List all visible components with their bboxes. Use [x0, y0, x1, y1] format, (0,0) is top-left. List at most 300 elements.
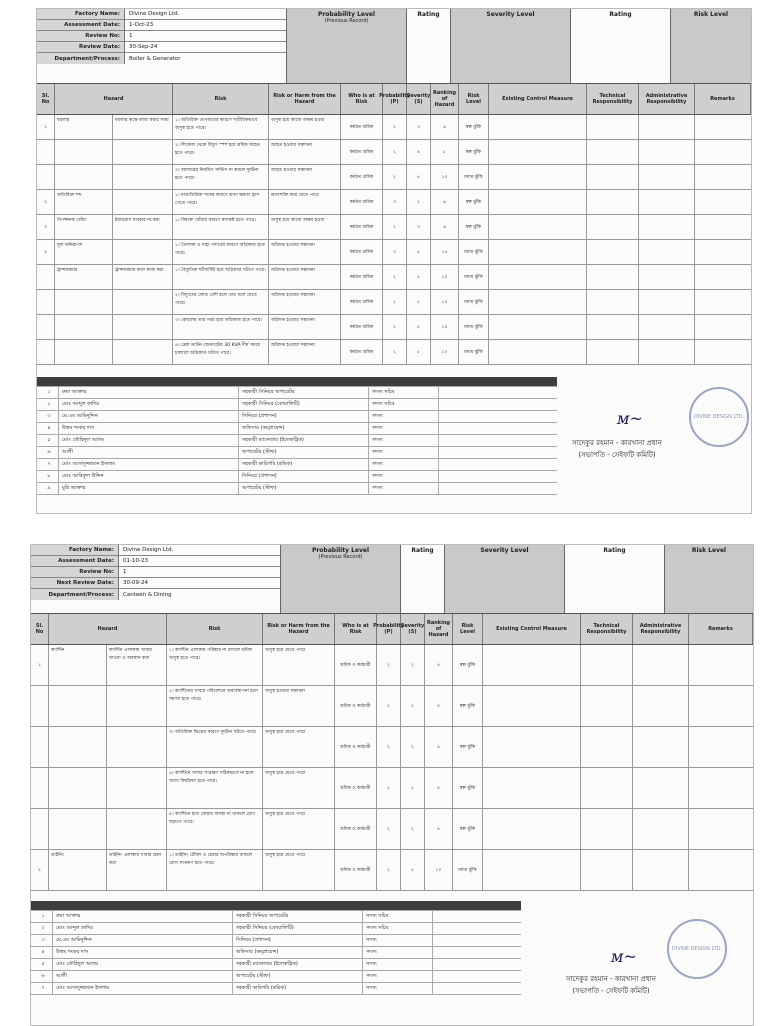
cell-nature — [107, 727, 167, 767]
cell-who: শ্রমিক ও কর্মচারী — [335, 645, 377, 685]
cell-remarks — [695, 115, 751, 139]
cell-technical-responsibility — [587, 215, 639, 239]
probability-level-block — [287, 9, 407, 83]
cell-harm: আহত হওয়ার সম্ভাবনা — [269, 140, 341, 164]
column-header: Severity (S) — [407, 84, 431, 114]
assessment-date-value: 01-10-23 — [123, 558, 148, 564]
cell-rank: ১৫ — [431, 240, 459, 264]
cell-p: ২ — [377, 727, 401, 767]
member-name: আলী — [53, 971, 233, 982]
review-no-value: 1 — [129, 33, 133, 39]
member-role: সদস্য — [369, 423, 439, 434]
member-signature — [433, 935, 503, 946]
cell-nature: বয়লার কক্ষে কাজ করার সময় — [113, 115, 173, 139]
cell-nature — [113, 190, 173, 214]
cell-harm: অসুস্থ হয়ে যেতে পারে — [263, 768, 335, 808]
member-signature — [439, 447, 509, 458]
column-header: Who is at Risk — [335, 614, 377, 644]
cell-nature — [113, 315, 173, 339]
cell-admin-responsibility — [639, 315, 695, 339]
member-designation: সহকারী কারিগরি (শ্রমিক) — [239, 459, 369, 470]
member-designation: সহকারী সিনিয়র অপারেটর — [239, 387, 369, 398]
committee-row — [37, 435, 557, 447]
column-header: Risk or Harm from the Hazard — [263, 614, 335, 644]
cell-sl: ১ — [37, 115, 55, 139]
cell-risk: ১। অতিরিক্ত তাপমাত্রার কারণে শারীরিকভাবে অসুস্থ হতে পারে। — [173, 115, 269, 139]
member-name: মোঃ আব্দুল কাদির — [53, 923, 233, 934]
cell-rank: ১০ — [431, 165, 459, 189]
cell-risk: ৩। বয়লারের নিয়মিত সার্ভিস না করলে দুর্ঘটনা হতে পারে। — [173, 165, 269, 189]
member-designation: অফিসার (কম্প্লায়েন্স) — [233, 947, 363, 958]
committee-row — [31, 911, 521, 923]
rating-block-2 — [565, 545, 665, 613]
member-name: মুন্নি আক্তার — [59, 483, 239, 494]
table-row — [37, 140, 751, 165]
table-header — [31, 614, 753, 645]
risk-assessment-sheet-1 — [36, 8, 752, 514]
cell-risk: ২। বিদ্যুতের লোড বেশি হলে তার গলে যেতে পারে। — [173, 290, 269, 314]
cell-sl: ৩ — [37, 215, 55, 239]
cell-control-measure — [483, 727, 581, 767]
member-signature — [439, 387, 509, 398]
committee-row — [37, 447, 557, 459]
header-info — [31, 545, 281, 613]
member-designation: সহকারী সিনিয়র অপারেটর — [233, 911, 363, 922]
chairman-block — [557, 437, 677, 461]
cell-harm: অগ্নিদগ্ধ হওয়ার সম্ভাবনা — [269, 340, 341, 364]
cell-s: ৩ — [407, 215, 431, 239]
cell-rank: ১০ — [425, 850, 453, 890]
cell-technical-responsibility — [587, 190, 639, 214]
member-role: সদস্য — [369, 483, 439, 494]
cell-remarks — [695, 215, 751, 239]
cell-control-measure — [483, 686, 581, 726]
cell-p: ২ — [383, 165, 407, 189]
table-row — [37, 265, 751, 290]
severity-level-block — [451, 9, 571, 83]
member-number: ৭ — [31, 983, 53, 994]
committee-header — [31, 901, 521, 911]
cell-risk: ৪। ব্রেক ডাউন জেনারেটর 30 KVA দীর্ঘ সময়ে চালালে অগ্নিকাণ্ড ঘটতে পারে। — [173, 340, 269, 364]
cell-rank: ৪ — [425, 768, 453, 808]
table-row — [37, 315, 751, 340]
department-label: Department/Process: — [37, 53, 125, 64]
member-role: সদস্য সচিব — [363, 923, 433, 934]
column-header: Ranking of Hazard — [431, 84, 459, 114]
cell-risk: ১। ডাইনিং টেবিল ও চেয়ার অপরিষ্কার থাকলে রোগ সংক্রমণ হতে পারে। — [167, 850, 263, 890]
cell-sl — [37, 165, 55, 189]
cell-remarks — [689, 850, 753, 890]
chairman-signature: ᴍ~ — [617, 409, 643, 428]
cell-who: কর্মরত শ্রমিক — [341, 140, 383, 164]
member-number: ৩ — [37, 411, 59, 422]
committee-header — [37, 377, 557, 387]
cell-risk: ২। ক্যান্টিনের খাবার পরিবেশনে অব্যবস্থাপনা হলে সমস্যা হতে পারে। — [167, 686, 263, 726]
rating-title-2: Rating — [609, 11, 632, 18]
cell-harm: অসুস্থ হয়ে যেতে পারে — [263, 850, 335, 890]
cell-technical-responsibility — [581, 645, 633, 685]
cell-technical-responsibility — [587, 165, 639, 189]
member-number: ৫ — [31, 959, 53, 970]
cell-admin-responsibility — [639, 190, 695, 214]
risk-level-block — [671, 9, 751, 83]
review-date-value: 30-Sep-24 — [129, 44, 158, 50]
cell-remarks — [695, 240, 751, 264]
member-name: মে.এম আমিনুদ্দিন — [53, 935, 233, 946]
table-row — [31, 645, 753, 686]
cell-rank: ১০ — [431, 290, 459, 314]
cell-nature: ট্রান্সফরমার রুমে কাজ করা — [113, 265, 173, 289]
cell-s: ২ — [401, 809, 425, 849]
committee-row — [37, 387, 557, 399]
table-header — [37, 84, 751, 115]
column-header: Administrative Responsibility — [633, 614, 689, 644]
cell-level: মধ্যম ঝুঁকি — [459, 315, 489, 339]
member-role: সদস্য — [363, 959, 433, 970]
review-no-label: Review No: — [37, 31, 125, 41]
table-row — [37, 290, 751, 315]
cell-nature — [107, 809, 167, 849]
committee-row — [31, 947, 521, 959]
cell-p: ২ — [383, 215, 407, 239]
cell-technical-responsibility — [587, 315, 639, 339]
cell-s: ৫ — [407, 290, 431, 314]
cell-s: ৪ — [407, 140, 431, 164]
cell-admin-responsibility — [639, 140, 695, 164]
cell-control-measure — [483, 645, 581, 685]
committee-row — [37, 423, 557, 435]
cell-s: ৫ — [407, 265, 431, 289]
cell-level: মধ্যম ঝুঁকি — [459, 340, 489, 364]
rating-block-1 — [401, 545, 445, 613]
cell-remarks — [689, 727, 753, 767]
cell-sl — [37, 315, 55, 339]
cell-level: স্বল্প ঝুঁকি — [459, 140, 489, 164]
member-designation: অফিসার (কম্প্লায়েন্স) — [239, 423, 369, 434]
cell-p: ২ — [383, 265, 407, 289]
member-signature — [433, 911, 503, 922]
cell-nature — [113, 290, 173, 314]
cell-control-measure — [483, 809, 581, 849]
committee-row — [37, 483, 557, 495]
cell-level: স্বল্প ঝুঁকি — [453, 809, 483, 849]
cell-harm: অসুস্থ হয়ে যেতে পারে — [263, 809, 335, 849]
member-number: ৩ — [31, 935, 53, 946]
cell-admin-responsibility — [639, 165, 695, 189]
chairman-name: সাদেকুর রহমান - কারখানা প্রধান — [566, 975, 656, 983]
table-row — [37, 190, 751, 215]
rating-title-2: Rating — [603, 547, 626, 554]
member-designation: সহকারী সিনিয়র (কোয়ালিটি) — [239, 399, 369, 410]
cell-harm: অগ্নিদগ্ধ হওয়ার সম্ভাবনা — [269, 265, 341, 289]
cell-area — [49, 768, 107, 808]
cell-risk: ৫। ক্যান্টিনে হাত ধোয়ার ব্যবস্থা না থাকলে রোগ ছড়াতে পারে। — [167, 809, 263, 849]
cell-p: ২ — [383, 315, 407, 339]
cell-who: কর্মরত শ্রমিক — [341, 340, 383, 364]
member-name: মোঃ আসাদুজ্জামান ইসলাম — [59, 459, 239, 470]
cell-risk: ২। লিকেজ থেকে বিদ্যুৎ স্পর্শ হয়ে শ্রমিক আহত হতে পারে। — [173, 140, 269, 164]
table-row — [31, 727, 753, 768]
cell-control-measure — [489, 190, 587, 214]
cell-s: ৫ — [407, 165, 431, 189]
cell-admin-responsibility — [633, 809, 689, 849]
cell-nature — [113, 140, 173, 164]
member-designation: সিনিয়র (প্রশাসন) — [239, 471, 369, 482]
cell-rank: ৪ — [425, 645, 453, 685]
column-header: Hazard — [49, 614, 167, 644]
cell-level: মধ্যম ঝুঁকি — [459, 265, 489, 289]
cell-area — [55, 315, 113, 339]
cell-area — [55, 340, 113, 364]
column-header: Technical Responsibility — [581, 614, 633, 644]
cell-admin-responsibility — [633, 686, 689, 726]
cell-who: কর্মরত শ্রমিক — [341, 240, 383, 264]
cell-level: মধ্যম ঝুঁকি — [459, 240, 489, 264]
cell-rank: ৬ — [431, 190, 459, 214]
table-row — [31, 686, 753, 727]
member-signature — [439, 471, 509, 482]
cell-nature — [113, 340, 173, 364]
factory-name-label: Factory Name: — [37, 9, 125, 19]
cell-nature: ইয়ারপ্লাগ ব্যবহার না করা — [113, 215, 173, 239]
member-signature — [439, 411, 509, 422]
cell-p: ২ — [377, 850, 401, 890]
risk-level-block — [665, 545, 753, 613]
company-stamp: DIVINE DESIGN LTD. — [689, 387, 749, 447]
previous-record-label: (Previous Record) — [324, 18, 369, 24]
column-header: Existing Control Measure — [489, 84, 587, 114]
sheet-header — [31, 545, 753, 614]
cell-risk: ১। ক্যান্টিন এলাকায় পরিষ্কার না রাখলে শ্রমিক অসুস্থ হতে পারে। — [167, 645, 263, 685]
severity-level-block — [445, 545, 565, 613]
column-header: Who is at Risk — [341, 84, 383, 114]
member-role: সদস্য — [363, 935, 433, 946]
member-role: সদস্য — [363, 947, 433, 958]
cell-control-measure — [489, 290, 587, 314]
member-number: ৪ — [31, 947, 53, 958]
cell-technical-responsibility — [581, 850, 633, 890]
cell-p: ২ — [377, 768, 401, 808]
cell-area: ক্যান্টিন — [49, 645, 107, 685]
cell-s: ২ — [401, 768, 425, 808]
cell-technical-responsibility — [581, 809, 633, 849]
member-designation: সহকারী সিনিয়র (কোয়ালিটি) — [233, 923, 363, 934]
column-header: Hazard — [55, 84, 173, 114]
cell-area: ডাইনিং — [49, 850, 107, 890]
table-row — [37, 340, 751, 365]
committee-row — [37, 399, 557, 411]
cell-rank: ১০ — [431, 315, 459, 339]
cell-technical-responsibility — [587, 265, 639, 289]
cell-level: মধ্যম ঝুঁকি — [459, 290, 489, 314]
cell-sl — [31, 686, 49, 726]
cell-who: শ্রমিক ও কর্মচারী — [335, 727, 377, 767]
rating-title: Rating — [411, 547, 434, 554]
cell-rank: ৪ — [425, 727, 453, 767]
member-role: সদস্য — [369, 471, 439, 482]
cell-admin-responsibility — [639, 290, 695, 314]
cell-technical-responsibility — [587, 140, 639, 164]
cell-admin-responsibility — [639, 265, 695, 289]
cell-p: ৩ — [383, 240, 407, 264]
cell-remarks — [695, 315, 751, 339]
cell-p: ২ — [377, 645, 401, 685]
assessment-date-label: Assessment Date: — [31, 556, 119, 566]
member-role: সদস্য — [363, 983, 433, 994]
committee-list — [37, 377, 557, 495]
cell-p: ২ — [377, 809, 401, 849]
member-name: মে.এম আমিনুদ্দিন — [59, 411, 239, 422]
chairman-role: (সভাপতি - সেইফটি কমিটি) — [578, 451, 656, 459]
cell-harm: অসুস্থ হয়ে যেতে পারে — [263, 727, 335, 767]
cell-sl — [37, 140, 55, 164]
cell-s: ৩ — [407, 115, 431, 139]
committee-row — [31, 935, 521, 947]
chairman-block — [551, 973, 671, 997]
committee-row — [31, 923, 521, 935]
cell-harm: অসুস্থ হয়ে কাজে অক্ষম হওয়া — [269, 215, 341, 239]
table-body — [31, 645, 753, 891]
cell-nature — [113, 240, 173, 264]
cell-control-measure — [489, 165, 587, 189]
cell-who: শ্রমিক ও কর্মচারী — [335, 850, 377, 890]
cell-level: স্বল্প ঝুঁকি — [459, 115, 489, 139]
cell-admin-responsibility — [639, 340, 695, 364]
cell-p: ২ — [383, 340, 407, 364]
cell-area: ট্রান্সফরমার — [55, 265, 113, 289]
cell-level: স্বল্প ঝুঁকি — [453, 768, 483, 808]
table-row — [37, 165, 751, 190]
cell-remarks — [689, 686, 753, 726]
member-name: উত্তম শংকর দাস — [53, 947, 233, 958]
column-header: Risk or Harm from the Hazard — [269, 84, 341, 114]
cell-control-measure — [489, 115, 587, 139]
severity-level-title: Severity Level — [486, 11, 535, 18]
department-value: Canteen & Dining — [123, 591, 172, 598]
cell-sl — [37, 340, 55, 364]
cell-technical-responsibility — [587, 115, 639, 139]
cell-level: স্বল্প ঝুঁকি — [453, 686, 483, 726]
cell-level: স্বল্প ঝুঁকি — [453, 727, 483, 767]
cell-who: শ্রমিক ও কর্মচারী — [335, 809, 377, 849]
cell-admin-responsibility — [633, 727, 689, 767]
cell-s: ৫ — [407, 340, 431, 364]
cell-control-measure — [489, 215, 587, 239]
member-signature — [433, 959, 503, 970]
member-role: সদস্য — [363, 971, 433, 982]
assessment-date-value: 1-Oct-23 — [129, 22, 154, 28]
column-header: Administrative Responsibility — [639, 84, 695, 114]
risk-level-title: Risk Level — [691, 547, 727, 554]
cell-area — [55, 165, 113, 189]
cell-area — [55, 140, 113, 164]
column-header: Remarks — [695, 84, 751, 114]
cell-harm: আহত হওয়ার সম্ভাবনা — [269, 165, 341, 189]
cell-level: স্বল্প ঝুঁকি — [453, 645, 483, 685]
table-row — [31, 768, 753, 809]
assessment-date-label: Assessment Date: — [37, 20, 125, 30]
cell-area: বিপজ্জনক ধোঁয়া — [55, 215, 113, 239]
header-info — [37, 9, 287, 83]
member-role: সদস্য — [369, 447, 439, 458]
table-row — [37, 115, 751, 140]
department-label: Department/Process: — [31, 589, 119, 600]
cell-remarks — [695, 290, 751, 314]
column-header: Ranking of Hazard — [425, 614, 453, 644]
committee-row — [37, 411, 557, 423]
cell-harm: অসুস্থ হওয়ার সম্ভাবনা — [263, 686, 335, 726]
committee-row — [31, 983, 521, 995]
member-name: রুমা আক্তার — [53, 911, 233, 922]
cell-who: কর্মরত শ্রমিক — [341, 190, 383, 214]
member-signature — [439, 483, 509, 494]
member-name: আলী — [59, 447, 239, 458]
cell-remarks — [689, 768, 753, 808]
member-name: মোঃ তৌহিদুল আলম — [59, 435, 239, 446]
member-designation: সিনিয়র (প্রশাসন) — [239, 411, 369, 422]
column-header: Risk — [167, 614, 263, 644]
sheet-header — [37, 9, 751, 84]
member-designation: সহকারী কারিগরি (শ্রমিক) — [233, 983, 363, 994]
cell-control-measure — [489, 340, 587, 364]
cell-risk: ৩। অতিরিক্ত ভিড়ের কারণে দুর্ঘটনা ঘটতে পারে। — [167, 727, 263, 767]
column-header: Risk Level — [453, 614, 483, 644]
cell-nature — [107, 686, 167, 726]
column-header: Severity (S) — [401, 614, 425, 644]
member-name: মোঃ তৌহিদুল আলম — [53, 959, 233, 970]
table-row — [31, 809, 753, 850]
department-value: Boiler & Generator — [129, 55, 181, 62]
cell-control-measure — [483, 850, 581, 890]
rating-block-1 — [407, 9, 451, 83]
cell-p: ৩ — [383, 190, 407, 214]
factory-name-value: Divine Design Ltd. — [129, 11, 180, 17]
member-number: ৭ — [37, 459, 59, 470]
review-no-value: 1 — [123, 569, 127, 575]
cell-harm: অসুস্থ হয়ে যেতে পারে — [263, 645, 335, 685]
column-header: Risk — [173, 84, 269, 114]
cell-sl — [37, 290, 55, 314]
member-role: সদস্য — [369, 411, 439, 422]
member-designation: অপারেটর (স্টাফ) — [233, 971, 363, 982]
cell-remarks — [695, 165, 751, 189]
column-header: Probability (P) — [383, 84, 407, 114]
column-header: Remarks — [689, 614, 753, 644]
chairman-role: (সভাপতি - সেইফটি কমিটি) — [572, 987, 650, 995]
cell-level: মধ্যম ঝুঁকি — [453, 850, 483, 890]
cell-admin-responsibility — [633, 645, 689, 685]
previous-record-label: (Previous Record) — [318, 554, 363, 560]
member-designation: সিনিয়র (প্রশাসন) — [233, 935, 363, 946]
member-designation: অপারেটর (স্টাফ) — [239, 483, 369, 494]
next-review-date-label: Next Review Date: — [31, 578, 119, 588]
column-header: Sl. No — [37, 84, 55, 114]
member-signature — [439, 459, 509, 470]
cell-admin-responsibility — [639, 240, 695, 264]
column-header: Probability (P) — [377, 614, 401, 644]
member-role: সদস্য সচিব — [369, 399, 439, 410]
member-number: ৬ — [31, 971, 53, 982]
cell-who: শ্রমিক ও কর্মচারী — [335, 768, 377, 808]
cell-p: ২ — [383, 140, 407, 164]
cell-technical-responsibility — [587, 340, 639, 364]
cell-rank: ৬ — [431, 115, 459, 139]
cell-admin-responsibility — [633, 768, 689, 808]
column-header: Sl. No — [31, 614, 49, 644]
cell-who: কর্মরত শ্রমিক — [341, 115, 383, 139]
member-signature — [433, 971, 503, 982]
member-signature — [439, 399, 509, 410]
